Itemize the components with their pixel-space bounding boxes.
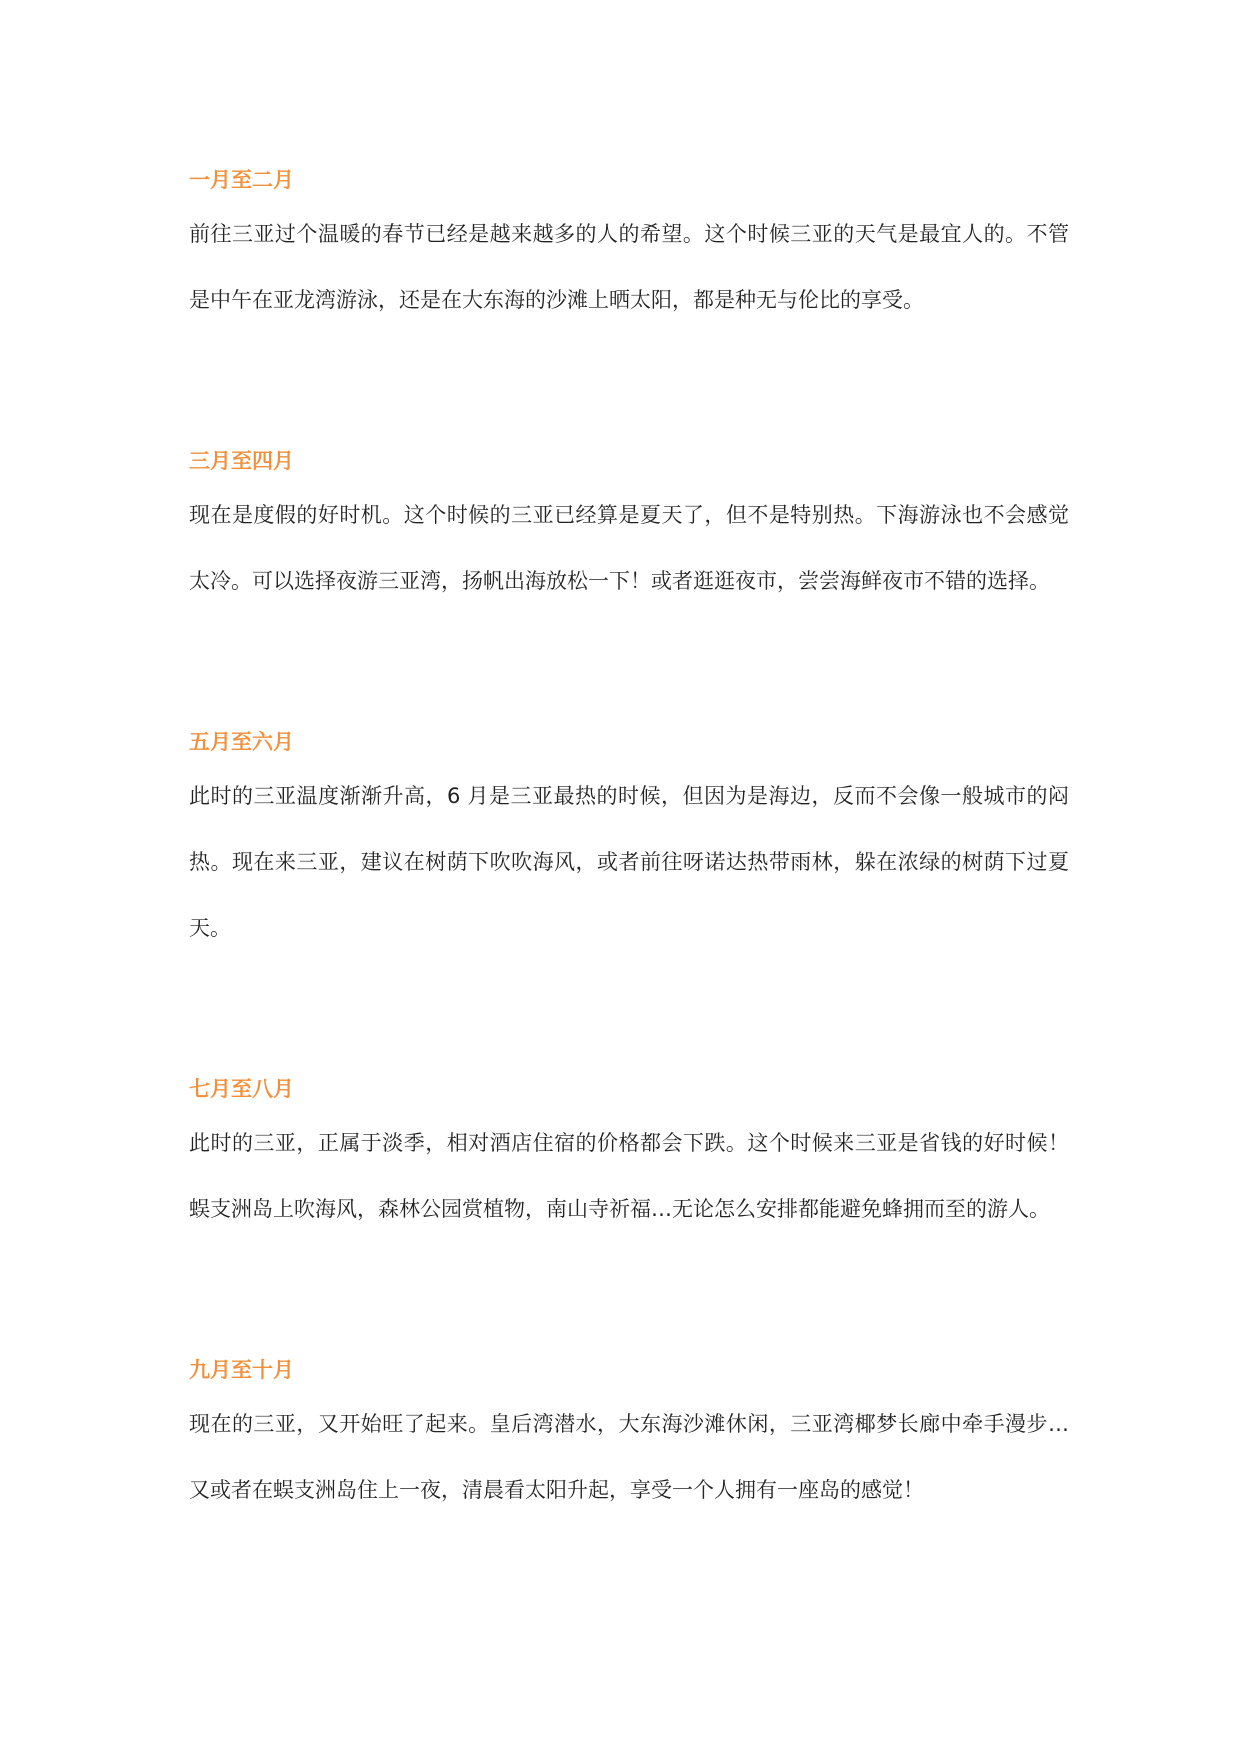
section-paragraph: 此时的三亚，正属于淡季，相对酒店住宿的价格都会下跌。这个时候来三亚是省钱的好时候！蜈支洲岛上吹海风，森林公园赏植物，南山寺祈福…无论怎么安排都能避免蜂拥而至的游人。 <box>189 1131 1069 1221</box>
section-spacer <box>189 1242 1069 1355</box>
section-sep-oct <box>189 1355 1069 1523</box>
section-jan-feb <box>189 165 1069 333</box>
document-page <box>189 165 1069 1523</box>
section-spacer <box>189 614 1069 727</box>
section-paragraph: 前往三亚过个温暖的春节已经是越来越多的人的希望。这个时候三亚的天气是最宜人的。不管是中午在亚龙湾游泳，还是在大东海的沙滩上晒太阳，都是种无与伦比的享受。 <box>189 222 1069 312</box>
section-paragraph: 现在的三亚，又开始旺了起来。皇后湾潜水，大东海沙滩休闲，三亚湾椰梦长廊中牵手漫步…又或者在蜈支洲岛住上一夜，清晨看太阳升起，享受一个人拥有一座岛的感觉！ <box>189 1412 1069 1502</box>
section-jul-aug <box>189 1074 1069 1242</box>
section-mar-apr <box>189 446 1069 614</box>
section-heading: 九月至十月 <box>189 1358 294 1382</box>
section-heading: 一月至二月 <box>189 168 294 192</box>
section-heading: 七月至八月 <box>189 1077 294 1101</box>
section-may-jun <box>189 727 1069 961</box>
section-heading: 五月至六月 <box>189 730 294 754</box>
section-spacer <box>189 961 1069 1074</box>
section-spacer <box>189 333 1069 446</box>
section-paragraph: 此时的三亚温度渐渐升高，6 月是三亚最热的时候，但因为是海边，反而不会像一般城市的闷热。现在来三亚，建议在树荫下吹吹海风，或者前往呀诺达热带雨林，躲在浓绿的树荫下过夏天。 <box>189 784 1069 940</box>
section-heading: 三月至四月 <box>189 449 294 473</box>
section-paragraph: 现在是度假的好时机。这个时候的三亚已经算是夏天了，但不是特别热。下海游泳也不会感觉太冷。可以选择夜游三亚湾，扬帆出海放松一下！或者逛逛夜市，尝尝海鲜夜市不错的选择。 <box>189 503 1069 593</box>
